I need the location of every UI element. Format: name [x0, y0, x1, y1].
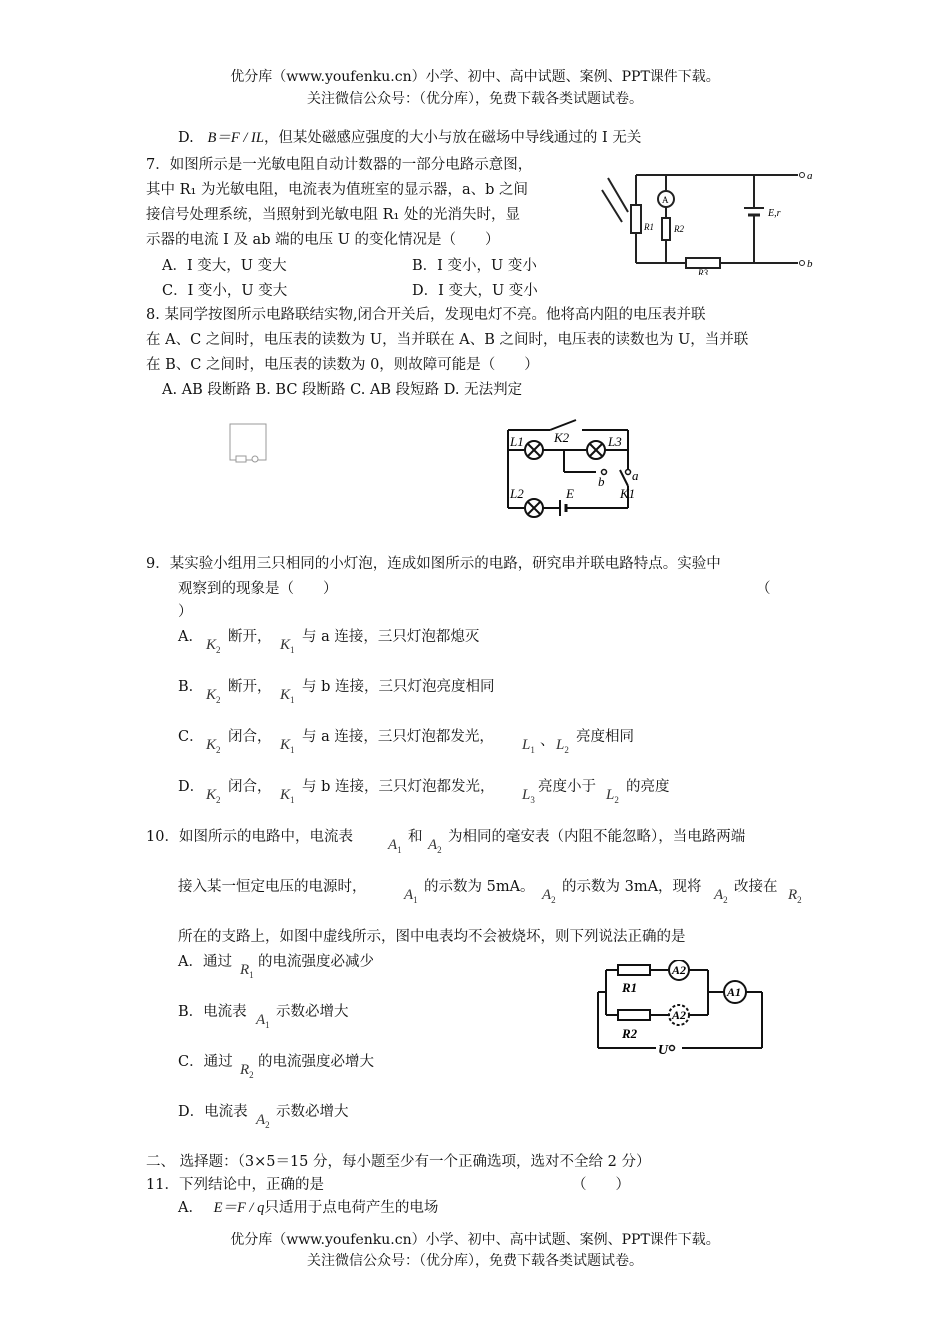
q7-fig-a: a	[807, 170, 813, 182]
footer-line-1: 优分库（www.youfenku.cn）小学、初中、高中试题、案例、PPT课件下载。	[230, 1232, 720, 1248]
q9-option-a: A． $K_2$ 断开， $K_1$ 与 a 连接，三只灯泡都熄灭	[178, 629, 480, 655]
footer-line-2: 关注微信公众号：（优分库），免费下载各类试题试卷。	[307, 1253, 643, 1269]
q10-line-2: 接入某一恒定电压的电源时， $A_1$ 的示数为 5mA。 $A_2$ 的示数为 3mA，现将 $A_2$ 改接在 $R_2$	[178, 879, 802, 905]
q7-fig-b: b	[807, 258, 813, 270]
q7-fig-r1: R1	[644, 222, 654, 232]
header-line-2: 关注微信公众号：（优分库），免费下载各类试题试卷。	[307, 91, 643, 107]
q7-option-c: C．I 变小，U 变大	[162, 283, 288, 299]
q9-option-d: D． $K_2$ 闭合， $K_1$ 与 b 连接，三只灯泡都发光， $L_3$ 亮度小于 $L_2$ 的亮度	[178, 779, 670, 805]
q7-line-4: 示器的电流 I 及 ab 端的电压 U 的变化情况是（ ）	[146, 232, 500, 248]
q9-fig-k2: K2	[554, 430, 570, 445]
q11-stem: 11．下列结论中，正确的是	[146, 1177, 324, 1193]
q10-fig-u: U	[658, 1043, 669, 1058]
q8-line-2: 在 A、C 之间时，电压表的读数为 U，当并联在 A、B 之间时，电压表的读数也为 U，当并联	[146, 332, 749, 348]
q11-formula: E＝F / q	[213, 1200, 265, 1216]
q10-fig-a2: A2	[672, 963, 687, 977]
q7-fig-r2: R2	[674, 224, 684, 234]
q10-line-3: 所在的支路上，如图中虚线所示，图中电表均不会被烧坏，则下列说法正确的是	[178, 929, 686, 945]
q7-circuit-figure	[598, 160, 818, 275]
q7-line-1: 7．如图所示是一光敏电阻自动计数器的一部分电路示意图，	[146, 157, 533, 173]
q8-options: A. AB 段断路 B. BC 段断路 C. AB 段短路 D. 无法判定	[162, 382, 523, 398]
q9-fig-b: b	[598, 474, 605, 489]
q7-fig-source: E,r	[768, 208, 781, 219]
q8-line-1: 8. 某同学按图所示电路联结实物,闭合开关后，发现电灯不亮。他将高内阻的电压表并联	[146, 307, 706, 323]
q7-fig-ammeter: A	[662, 195, 669, 205]
q9-paren-open: （	[756, 581, 771, 597]
q9-fig-l2: L2	[510, 486, 524, 501]
q11-option-a: A． E＝F / q只适用于点电荷产生的电场	[178, 1200, 439, 1216]
q9-fig-k1: K1	[620, 486, 636, 501]
q10-fig-r2: R2	[622, 1026, 638, 1041]
q7-option-d: D．I 变大，U 变小	[412, 283, 538, 299]
q6-formula: B＝F / IL	[207, 130, 264, 146]
q9-option-b: B． $K_2$ 断开， $K_1$ 与 b 连接，三只灯泡亮度相同	[178, 679, 495, 705]
q7-line-3: 接信号处理系统，当照射到光敏电阻 R₁ 处的光消失时，显	[146, 207, 520, 223]
q10-fig-a2-dashed: A2	[672, 1008, 687, 1022]
q9-fig-l3: L3	[608, 434, 622, 449]
q10-option-a: A．通过 $R_1$ 的电流强度必减少	[178, 954, 374, 980]
q10-option-b: B．电流表 $A_1$ 示数必增大	[178, 1004, 349, 1030]
q10-fig-a1: A1	[727, 985, 742, 999]
q8-small-circuit-figure	[222, 418, 274, 468]
q10-fig-r1: R1	[622, 980, 638, 995]
q7-fig-r3: R3	[698, 268, 708, 275]
header-line-1: 优分库（www.youfenku.cn）小学、初中、高中试题、案例、PPT课件下载。	[230, 69, 720, 85]
q6-option-d: D. B＝F / IL，但某处磁感应强度的大小与放在磁场中导线通过的 I 无关	[178, 130, 642, 146]
section-2-title: 二、 选择题：（3×5＝15 分，每小题至少有一个正确选项，选对不全给 2 分）	[146, 1154, 651, 1170]
q7-option-a: A．I 变大，U 变大	[162, 258, 287, 274]
q9-fig-l1: L1	[510, 434, 524, 449]
q9-line-2: 观察到的现象是（ ）	[178, 581, 338, 597]
q10-circuit-figure	[586, 960, 776, 1060]
q10-line-1: 10．如图所示的电路中，电流表 $A_1$ 和 $A_2$ 为相同的毫安表（内阻不能忽略），当电路两端	[146, 829, 746, 855]
q9-circuit-figure	[500, 414, 650, 524]
q7-line-2: 其中 R₁ 为光敏电阻，电流表为值班室的显示器，a、b 之间	[146, 182, 528, 198]
q7-option-b: B．I 变小，U 变小	[412, 258, 537, 274]
q10-option-c: C．通过 $R_2$ 的电流强度必增大	[178, 1054, 374, 1080]
q9-paren-close: ）	[178, 604, 193, 620]
q9-line-1: 9．某实验小组用三只相同的小灯泡，连成如图所示的电路，研究串并联电路特点。实验中	[146, 556, 721, 572]
q8-line-3: 在 B、C 之间时，电压表的读数为 0，则故障可能是（ ）	[146, 357, 539, 373]
q9-fig-a: a	[632, 468, 639, 483]
q10-option-d: D．电流表 $A_2$ 示数必增大	[178, 1104, 349, 1130]
q11-paren: （ ）	[572, 1177, 630, 1193]
q9-option-c: C． $K_2$ 闭合， $K_1$ 与 a 连接，三只灯泡都发光， $L_1$ 、 $L_2$ 亮度相同	[178, 729, 634, 755]
q9-fig-e: E	[566, 486, 574, 501]
